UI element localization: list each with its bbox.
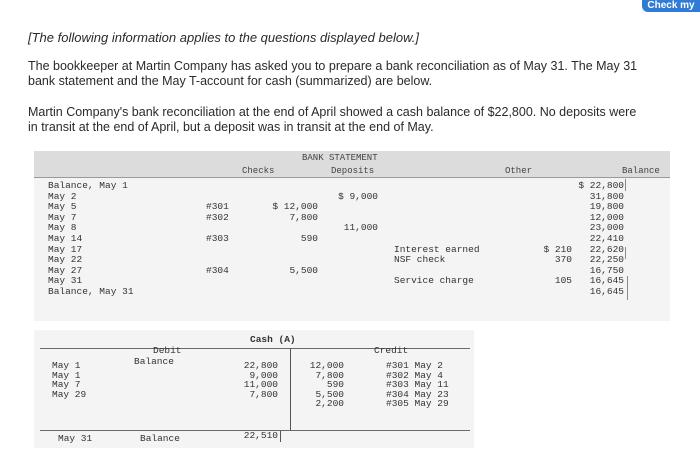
problem-paragraph-2: Martin Company's bank reconciliation at the end of April showed a cash balance of $22,800. No deposits were in transit at the end of April, but a deposit was in transit at the end of May. <box>28 105 637 134</box>
row-label: May 14 <box>48 233 83 244</box>
t-account-title: Cash (A) <box>250 334 296 345</box>
other-description: NSF check <box>394 254 446 266</box>
row-label: Balance, May 1 <box>48 180 128 191</box>
problem-paragraph-1: The bookkeeper at Martin Company has asked you to prepare a bank reconciliation as of May 31. The May 31 bank statement and the May T-account for cash (summarized) are below. <box>28 59 638 88</box>
credit-row-description: #303 May 11 <box>386 379 449 390</box>
row-label: May 5 <box>48 201 77 213</box>
balance-amount: 31,800 <box>589 190 624 202</box>
debit-balance-label: Balance <box>134 356 174 367</box>
row-label: May 2 <box>48 190 77 202</box>
check-amount: 7,800 <box>289 211 318 223</box>
other-amount: 370 <box>554 254 572 266</box>
checks-column-header: Checks <box>242 166 275 176</box>
credit-row-description: #304 May 23 <box>386 388 449 400</box>
bank-statement-title: BANK STATEMENT <box>302 153 378 163</box>
balance-amount: 22,620 <box>589 243 624 255</box>
credit-row-description: #302 May 4 <box>386 369 444 381</box>
check-amount: 590 <box>300 233 318 244</box>
debit-row-label: May 29 <box>52 388 87 400</box>
deposits-column-header: Deposits <box>331 166 375 176</box>
check-amount: 5,500 <box>289 264 318 276</box>
row-label: May 17 <box>48 243 83 255</box>
credit-row-amount: 590 <box>326 379 344 390</box>
row-label: May 7 <box>48 211 77 223</box>
check-number: #303 <box>206 233 229 244</box>
debit-row-amount: 9,000 <box>249 369 278 381</box>
other-column-header: Other <box>505 166 533 176</box>
balance-amount: 16,645 <box>589 286 624 297</box>
ending-balance-label: Balance <box>140 433 180 444</box>
debit-row-label: May 1 <box>52 369 81 381</box>
check-my-work-button[interactable]: Check my <box>642 0 700 12</box>
balance-amount: 23,000 <box>589 222 624 234</box>
balance-amount: 12,000 <box>589 211 624 223</box>
check-number: #304 <box>206 264 229 276</box>
balance-amount: 22,250 <box>589 254 624 266</box>
debit-row-label: May 1 <box>52 360 81 371</box>
debit-row-label: May 7 <box>52 379 81 390</box>
debit-row-amount: 11,000 <box>243 379 278 390</box>
credit-row-description: #305 May 29 <box>386 398 449 409</box>
row-label: Balance, May 31 <box>48 286 134 297</box>
debit-label: Debit <box>153 345 182 356</box>
other-amount: $ 210 <box>543 243 572 255</box>
check-number: #301 <box>206 201 229 213</box>
credit-row-amount: 12,000 <box>309 360 344 371</box>
check-amount: $ 12,000 <box>272 201 318 213</box>
balance-amount: 19,800 <box>589 201 624 213</box>
check-number: #302 <box>206 211 229 223</box>
balance-amount: 22,410 <box>589 233 624 244</box>
row-label: May 31 <box>48 275 83 287</box>
deposit-amount: $ 9,000 <box>338 190 378 202</box>
debit-row-amount: 7,800 <box>249 388 278 400</box>
row-label: May 8 <box>48 222 77 234</box>
intro-note: [The following information applies to the questions displayed below.] <box>28 30 419 45</box>
credit-row-amount: 2,200 <box>315 398 344 409</box>
cash-t-account <box>34 330 474 448</box>
credit-row-amount: 7,800 <box>315 369 344 381</box>
balance-column-header: Balance <box>622 166 660 176</box>
other-description: Service charge <box>394 275 474 287</box>
other-amount: 105 <box>554 275 572 287</box>
other-description: Interest earned <box>394 243 480 255</box>
ending-date-label: May 31 <box>58 433 93 444</box>
credit-row-amount: 5,500 <box>315 388 344 400</box>
credit-label: Credit <box>374 345 409 356</box>
debit-row-amount: 22,800 <box>243 360 278 371</box>
row-label: May 27 <box>48 264 83 276</box>
deposit-amount: 11,000 <box>343 222 378 234</box>
balance-amount: $ 22,800 <box>578 180 624 191</box>
balance-amount: 16,645 <box>589 275 624 287</box>
bank-statement-table <box>34 151 670 321</box>
credit-row-description: #301 May 2 <box>386 360 444 371</box>
row-label: May 22 <box>48 254 83 266</box>
balance-amount: 16,750 <box>589 264 624 276</box>
ending-balance-amount: 22,510 <box>243 430 278 441</box>
